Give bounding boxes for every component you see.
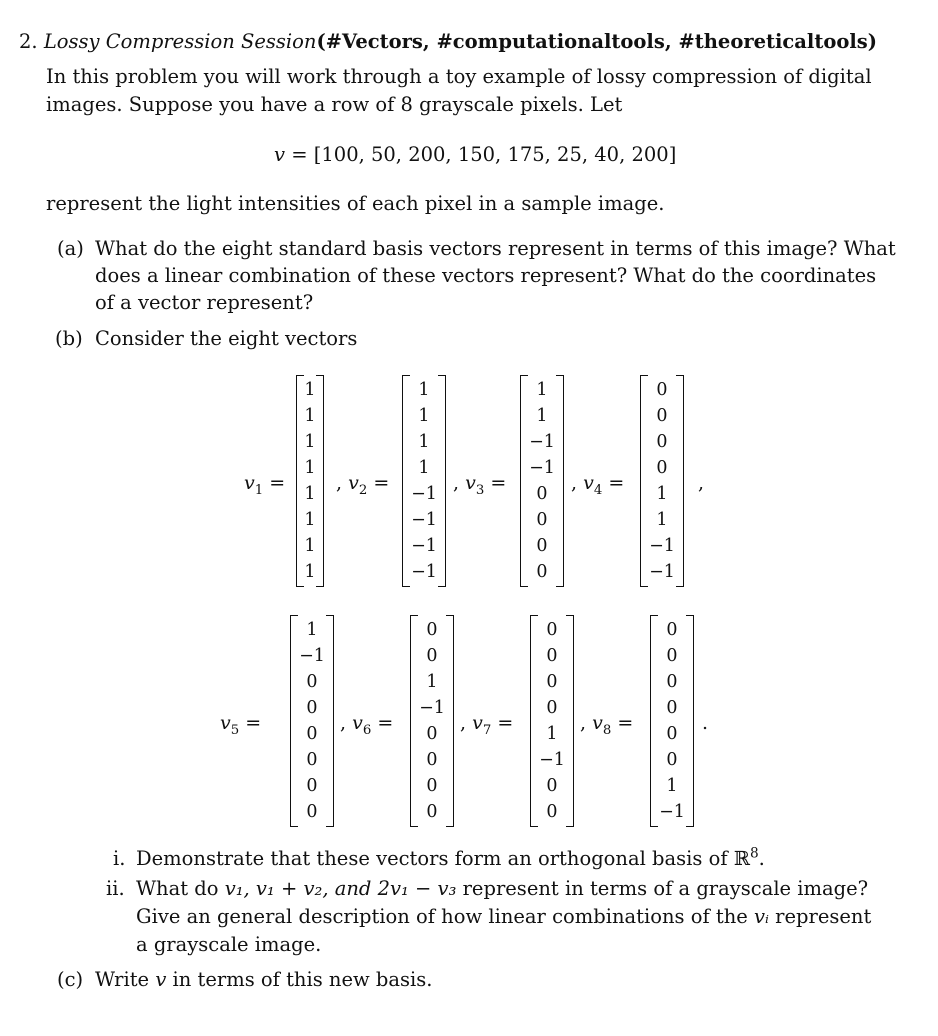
matrix-entry: 0 bbox=[306, 698, 318, 718]
problem-tags: (#Vectors, #computationaltools, #theoreticaltools) bbox=[316, 30, 877, 53]
matrix-entry: 0 bbox=[546, 646, 558, 666]
matrix-entry: 1 bbox=[656, 510, 668, 530]
matrix-entry: −1 bbox=[539, 750, 565, 770]
sub-ii-line-3: a grayscale image. bbox=[136, 933, 322, 956]
intro-line-1: In this problem you will work through a toy example of lossy compression of digital bbox=[46, 65, 872, 88]
matrix-entry: 0 bbox=[306, 724, 318, 744]
vector-label-2: , $v_2$ = bbox=[336, 472, 390, 498]
matrix-entry: 1 bbox=[418, 432, 430, 452]
matrix-entry: 0 bbox=[666, 724, 678, 744]
matrix-entry: −1 bbox=[649, 562, 675, 582]
comma: , bbox=[698, 472, 705, 494]
matrix-entry: 0 bbox=[426, 724, 438, 744]
matrix-entry: 1 bbox=[304, 484, 316, 504]
matrix-entry: 1 bbox=[304, 510, 316, 530]
sub-ii-line-2: Give an general description of how linear combinations of the vᵢ represent bbox=[136, 905, 872, 928]
represent-line: represent the light intensities of each pixel in a sample image. bbox=[46, 192, 665, 215]
matrix-entry: 1 bbox=[304, 458, 316, 478]
matrix-entry: −1 bbox=[419, 698, 445, 718]
vector-v4-matrix bbox=[640, 375, 684, 587]
part-c-text: Write v in terms of this new basis. bbox=[95, 968, 433, 991]
matrix-entry: 0 bbox=[426, 646, 438, 666]
matrix-entry: 1 bbox=[306, 620, 318, 640]
vector-v2-matrix bbox=[402, 375, 446, 587]
matrix-entry: −1 bbox=[411, 562, 437, 582]
sub-ii-label: ii. bbox=[106, 877, 125, 900]
vector-v1-matrix bbox=[296, 375, 324, 587]
matrix-entry: 0 bbox=[546, 802, 558, 822]
matrix-entry: 0 bbox=[536, 484, 548, 504]
matrix-entry: 0 bbox=[666, 698, 678, 718]
matrix-entry: 1 bbox=[536, 380, 548, 400]
matrix-entry: 0 bbox=[536, 536, 548, 556]
matrix-entry: −1 bbox=[411, 510, 437, 530]
part-b-line-1: Consider the eight vectors bbox=[95, 327, 358, 350]
intro-line-2: images. Suppose you have a row of 8 grayscale pixels. Let bbox=[46, 93, 623, 116]
period: . bbox=[702, 712, 709, 734]
part-a-line-2: does a linear combination of these vectors represent? What do the coordinates bbox=[95, 264, 877, 287]
problem-number: 2. bbox=[19, 30, 38, 53]
part-b-label: (b) bbox=[55, 327, 83, 350]
vector-v6-matrix bbox=[410, 615, 454, 827]
matrix-entry: 1 bbox=[546, 724, 558, 744]
matrix-entry: −1 bbox=[411, 536, 437, 556]
matrix-entry: 0 bbox=[656, 432, 668, 452]
vector-label-8: , $v_8$ = bbox=[580, 712, 634, 738]
matrix-entry: 1 bbox=[418, 458, 430, 478]
matrix-entry: 1 bbox=[426, 672, 438, 692]
display-equation bbox=[274, 141, 676, 169]
matrix-entry: 0 bbox=[426, 620, 438, 640]
matrix-entry: 0 bbox=[656, 406, 668, 426]
matrix-entry: −1 bbox=[529, 432, 555, 452]
vector-label-5: $v_5$ = bbox=[220, 712, 262, 738]
matrix-entry: 0 bbox=[536, 510, 548, 530]
matrix-entry: 0 bbox=[666, 750, 678, 770]
problem-title: Lossy Compression Session bbox=[43, 30, 317, 53]
matrix-entry: −1 bbox=[411, 484, 437, 504]
matrix-entry: 1 bbox=[304, 406, 316, 426]
matrix-entry: 1 bbox=[304, 432, 316, 452]
matrix-entry: 0 bbox=[306, 672, 318, 692]
part-a-line-1: What do the eight standard basis vectors represent in terms of this image? What bbox=[95, 237, 896, 260]
part-a-line-3: of a vector represent? bbox=[95, 291, 314, 314]
matrix-entry: 1 bbox=[656, 484, 668, 504]
matrix-entry: 0 bbox=[306, 802, 318, 822]
matrix-entry: 0 bbox=[546, 776, 558, 796]
matrix-entry: 0 bbox=[426, 750, 438, 770]
sub-ii-line-1: What do v₁, v₁ + v₂, and 2v₁ − v₃ represent in terms of a grayscale image? bbox=[136, 877, 869, 900]
matrix-entry: 0 bbox=[546, 698, 558, 718]
matrix-entry: 0 bbox=[666, 672, 678, 692]
matrix-entry: 0 bbox=[666, 646, 678, 666]
vector-v5-matrix bbox=[290, 615, 334, 827]
matrix-entry: 0 bbox=[426, 802, 438, 822]
matrix-entry: 1 bbox=[418, 380, 430, 400]
matrix-entry: 1 bbox=[666, 776, 678, 796]
vector-v3-matrix bbox=[520, 375, 564, 587]
matrix-entry: 0 bbox=[306, 776, 318, 796]
vector-label-3: , $v_3$ = bbox=[453, 472, 507, 498]
equation-variable: v bbox=[274, 143, 286, 166]
matrix-entry: 0 bbox=[666, 620, 678, 640]
part-a-label: (a) bbox=[57, 237, 84, 260]
vector-label-1: $v_1$ = bbox=[244, 472, 286, 498]
sub-i-label: i. bbox=[113, 847, 126, 870]
equation-vector: = [100, 50, 200, 150, 175, 25, 40, 200] bbox=[291, 143, 677, 166]
matrix-entry: 1 bbox=[304, 536, 316, 556]
vector-label-4: , $v_4$ = bbox=[571, 472, 625, 498]
vector-label-7: , $v_7$ = bbox=[460, 712, 514, 738]
matrix-entry: 0 bbox=[656, 458, 668, 478]
matrix-entry: 0 bbox=[546, 620, 558, 640]
sub-i-text: Demonstrate that these vectors form an orthogonal basis of ℝ$^8$. bbox=[136, 845, 765, 870]
matrix-entry: −1 bbox=[649, 536, 675, 556]
matrix-entry: 0 bbox=[656, 380, 668, 400]
matrix-entry: 0 bbox=[426, 776, 438, 796]
matrix-entry: −1 bbox=[299, 646, 325, 666]
problem-heading bbox=[19, 28, 877, 56]
vector-v8-matrix bbox=[650, 615, 694, 827]
matrix-entry: 0 bbox=[536, 562, 548, 582]
matrix-entry: 1 bbox=[536, 406, 548, 426]
matrix-entry: 0 bbox=[546, 672, 558, 692]
matrix-entry: 1 bbox=[304, 562, 316, 582]
matrix-entry: −1 bbox=[529, 458, 555, 478]
vector-v7-matrix bbox=[530, 615, 574, 827]
matrix-entry: 1 bbox=[304, 380, 316, 400]
vector-label-6: , $v_6$ = bbox=[340, 712, 394, 738]
matrix-entry: 0 bbox=[306, 750, 318, 770]
part-c-label: (c) bbox=[57, 968, 84, 991]
matrix-entry: −1 bbox=[659, 802, 685, 822]
matrix-entry: 1 bbox=[418, 406, 430, 426]
